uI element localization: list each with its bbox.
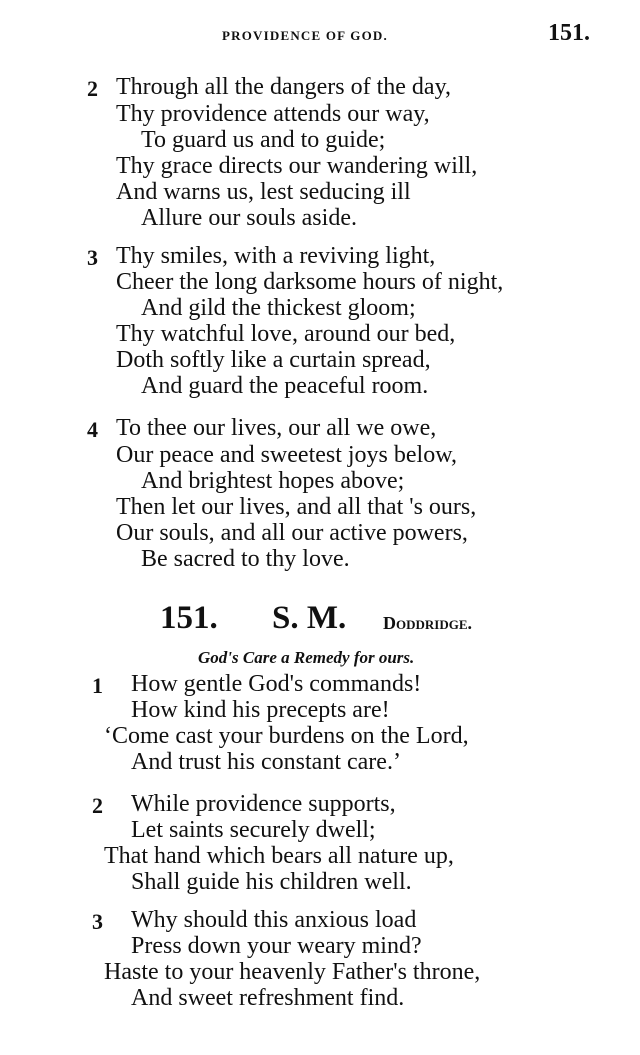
verse-line: And brightest hopes above; bbox=[141, 468, 405, 494]
verse-line: ‘Come cast your burdens on the Lord, bbox=[104, 723, 469, 749]
verse-line: And guard the peaceful room. bbox=[141, 373, 429, 399]
verse-line: Why should this anxious load bbox=[131, 907, 417, 933]
verse-line: To thee our lives, our all we owe, bbox=[116, 415, 437, 441]
verse-line: And sweet refreshment find. bbox=[131, 985, 405, 1011]
running-header: PROVIDENCE OF GOD. bbox=[222, 28, 388, 43]
hymn-number: 151. bbox=[160, 600, 218, 636]
verse-line: Cheer the long darksome hours of night, bbox=[116, 269, 504, 295]
verse-line: Press down your weary mind? bbox=[131, 933, 422, 959]
verse-line: Thy smiles, with a reviving light, bbox=[116, 243, 436, 269]
verse-line: And trust his constant care.’ bbox=[131, 749, 401, 775]
verse-line: Let saints securely dwell; bbox=[131, 817, 376, 843]
verse-line: Then let our lives, and all that 's ours, bbox=[116, 494, 477, 520]
verse-line: Thy grace directs our wandering will, bbox=[116, 153, 478, 179]
stanza-number: 4 bbox=[87, 417, 98, 442]
stanza-number: 3 bbox=[92, 909, 103, 934]
verse-line: And warns us, lest seducing ill bbox=[116, 179, 411, 205]
verse-line: How gentle God's commands! bbox=[131, 671, 422, 697]
verse-line: To guard us and to guide; bbox=[141, 127, 386, 153]
verse-line: Be sacred to thy love. bbox=[141, 546, 350, 572]
verse-line: Doth softly like a curtain spread, bbox=[116, 347, 431, 373]
page-number: 151. bbox=[548, 20, 590, 46]
stanza-number: 2 bbox=[87, 76, 98, 101]
verse-line: Our souls, and all our active powers, bbox=[116, 520, 468, 546]
verse-line: That hand which bears all nature up, bbox=[104, 843, 454, 869]
verse-line: Shall guide his children well. bbox=[131, 869, 412, 895]
hymn-meter: S. M. bbox=[272, 600, 347, 636]
verse-line: While providence supports, bbox=[131, 791, 396, 817]
verse-line: And gild the thickest gloom; bbox=[141, 295, 416, 321]
stanza-number: 3 bbox=[87, 245, 98, 270]
verse-line: Our peace and sweetest joys below, bbox=[116, 442, 457, 468]
hymn-author: Doddridge. bbox=[383, 613, 473, 633]
verse-line: Thy providence attends our way, bbox=[116, 101, 430, 127]
verse-line: Thy watchful love, around our bed, bbox=[116, 321, 456, 347]
stanza-number: 2 bbox=[92, 793, 103, 818]
verse-line: Allure our souls aside. bbox=[141, 205, 357, 231]
verse-line: How kind his precepts are! bbox=[131, 697, 390, 723]
stanza-number: 1 bbox=[92, 673, 103, 698]
verse-line: Through all the dangers of the day, bbox=[116, 74, 452, 100]
verse-line: Haste to your heavenly Father's throne, bbox=[104, 959, 481, 985]
hymn-subtitle: God's Care a Remedy for ours. bbox=[198, 648, 415, 667]
